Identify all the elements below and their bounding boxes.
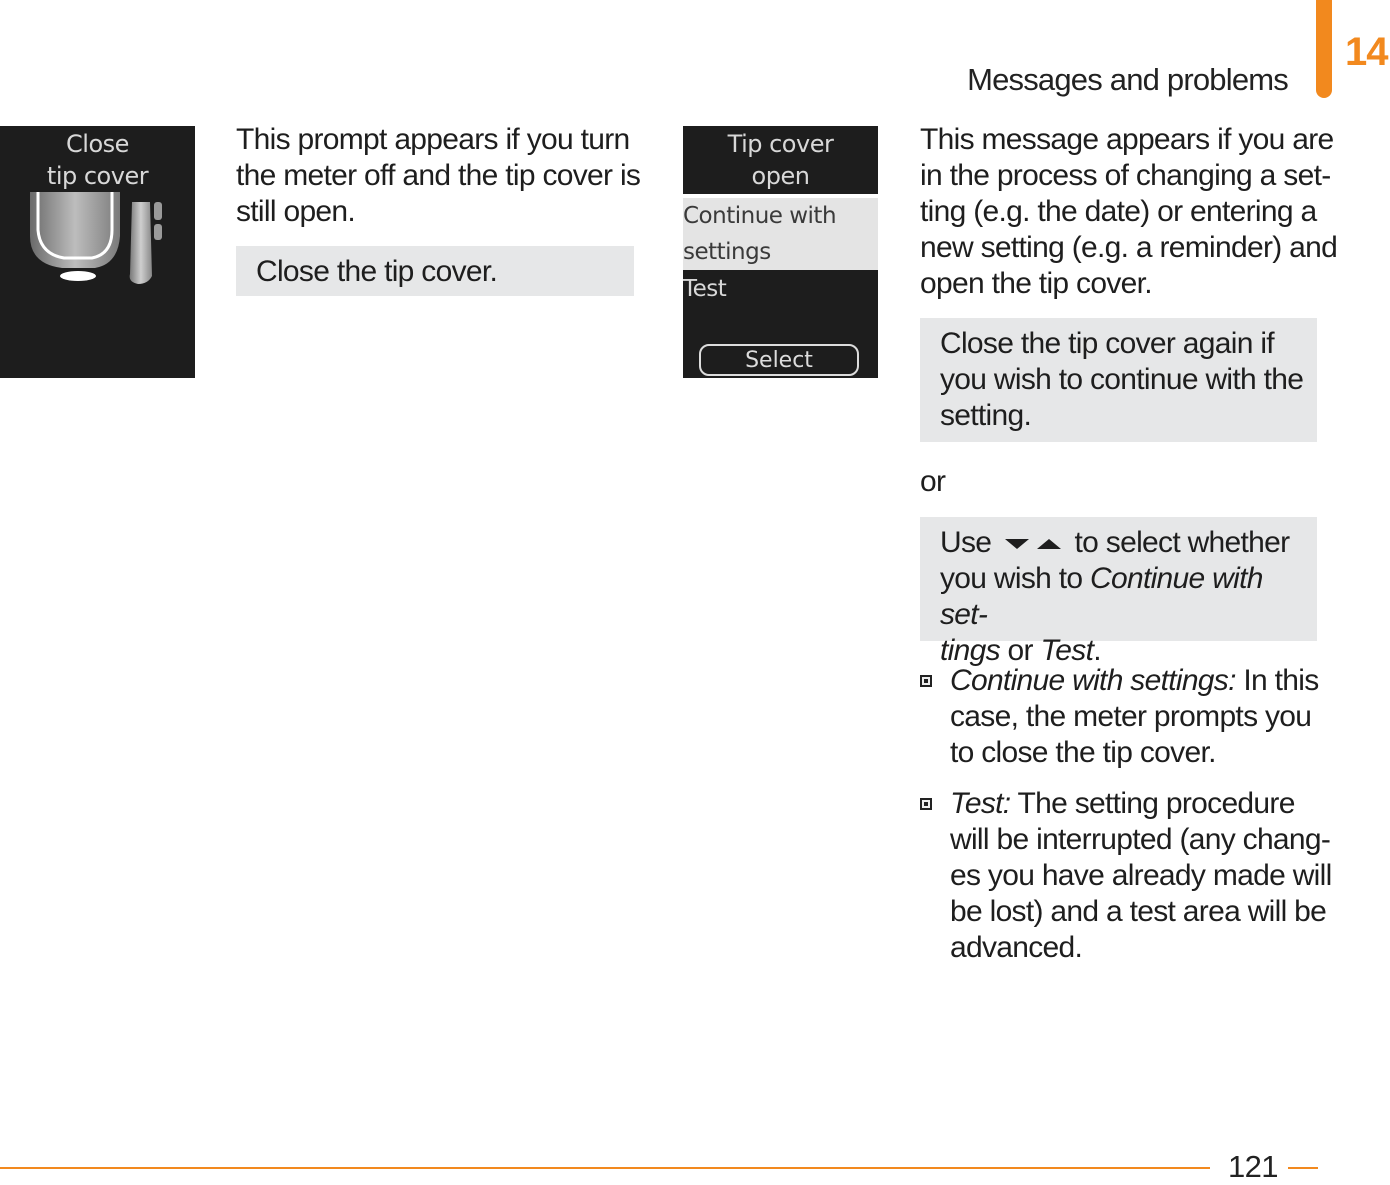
bullet-text: to close the tip cover. xyxy=(950,736,1216,769)
left-description xyxy=(236,122,640,230)
bullet-text: es you have already made will xyxy=(950,859,1332,892)
screen-title-line1: Close xyxy=(66,130,129,158)
bullet-continue-with-settings xyxy=(950,663,1319,771)
continue-with-settings-term-end: tings xyxy=(940,634,1000,667)
instruction-line: you wish to continue with the xyxy=(940,363,1304,396)
left-instruction-text: Close the tip cover. xyxy=(256,255,498,288)
bullet-test xyxy=(950,786,1332,966)
bullet-text: The setting procedure xyxy=(1017,787,1295,820)
right-description xyxy=(920,122,1337,302)
instruction-line: setting. xyxy=(940,399,1032,432)
menu-option-label-line: settings xyxy=(683,239,771,265)
bullet-term: Test: xyxy=(950,787,1011,820)
bullet-line xyxy=(950,663,1319,699)
chapter-number: 14 xyxy=(1345,30,1388,74)
bullet-text: In this xyxy=(1243,664,1319,697)
instruction-use-word: Use xyxy=(940,526,992,559)
left-description-line: still open. xyxy=(236,195,356,228)
select-button[interactable]: Select xyxy=(699,344,859,376)
right-instruction-box-2 xyxy=(920,517,1317,667)
left-instruction-box xyxy=(236,246,634,296)
bullet-line xyxy=(950,786,1332,822)
bullet-text: case, the meter prompts you xyxy=(950,700,1312,733)
tip-cover-open-screen xyxy=(683,126,878,378)
page-number: 121 xyxy=(1228,1149,1278,1184)
up-arrow-icon xyxy=(1037,539,1061,549)
bullet-term: Continue with settings: xyxy=(950,664,1236,697)
right-description-line: ting (e.g. the date) or entering a xyxy=(920,195,1317,228)
left-description-line: the meter off and the tip cover is xyxy=(236,159,641,192)
close-tip-cover-screen xyxy=(0,126,195,378)
instruction-text: to select whether xyxy=(1074,526,1290,559)
square-bullet-icon xyxy=(920,675,932,687)
instruction-period: . xyxy=(1093,634,1101,667)
continue-with-settings-term: Continue with set- xyxy=(940,562,1263,631)
instruction-line: Close the tip cover again if xyxy=(940,327,1274,360)
instruction-text: or xyxy=(1007,634,1033,667)
right-description-line: open the tip cover. xyxy=(920,267,1152,300)
bullet-text: be lost) and a test area will be xyxy=(950,895,1327,928)
square-bullet-icon xyxy=(920,798,932,810)
instruction-line xyxy=(940,525,1317,561)
down-up-arrow-icons xyxy=(1001,536,1065,552)
meter-tip-cover-icon xyxy=(0,126,195,378)
screen-title-line1: Tip cover xyxy=(727,130,834,158)
menu-option-test[interactable]: Test xyxy=(683,276,727,302)
running-header-title: Messages and problems xyxy=(967,62,1288,97)
right-description-line: in the process of changing a set- xyxy=(920,159,1331,192)
right-instruction-box-1 xyxy=(920,318,1317,442)
bullet-text: will be interrupted (any chang- xyxy=(950,823,1331,856)
test-term: Test xyxy=(1040,634,1094,667)
right-description-line: new setting (e.g. a reminder) and xyxy=(920,231,1338,264)
right-description-line: This message appears if you are xyxy=(920,123,1334,156)
screen-title-line2: tip cover xyxy=(46,162,149,190)
footer-rule-left xyxy=(0,1167,1210,1169)
instruction-line xyxy=(940,561,1317,633)
chapter-tab-bar xyxy=(1316,0,1332,98)
left-description-line: This prompt appears if you turn xyxy=(236,123,630,156)
screen-title xyxy=(683,126,878,194)
bullet-text: advanced. xyxy=(950,931,1083,964)
or-separator: or xyxy=(920,465,946,498)
down-arrow-icon xyxy=(1005,539,1029,549)
screen-title-line2: open xyxy=(751,162,810,190)
footer-rule-right xyxy=(1288,1167,1318,1169)
menu-option-label-line: Continue with xyxy=(683,203,837,229)
instruction-text: you wish to xyxy=(940,562,1083,595)
menu-option-continue-with-settings[interactable] xyxy=(683,198,878,270)
